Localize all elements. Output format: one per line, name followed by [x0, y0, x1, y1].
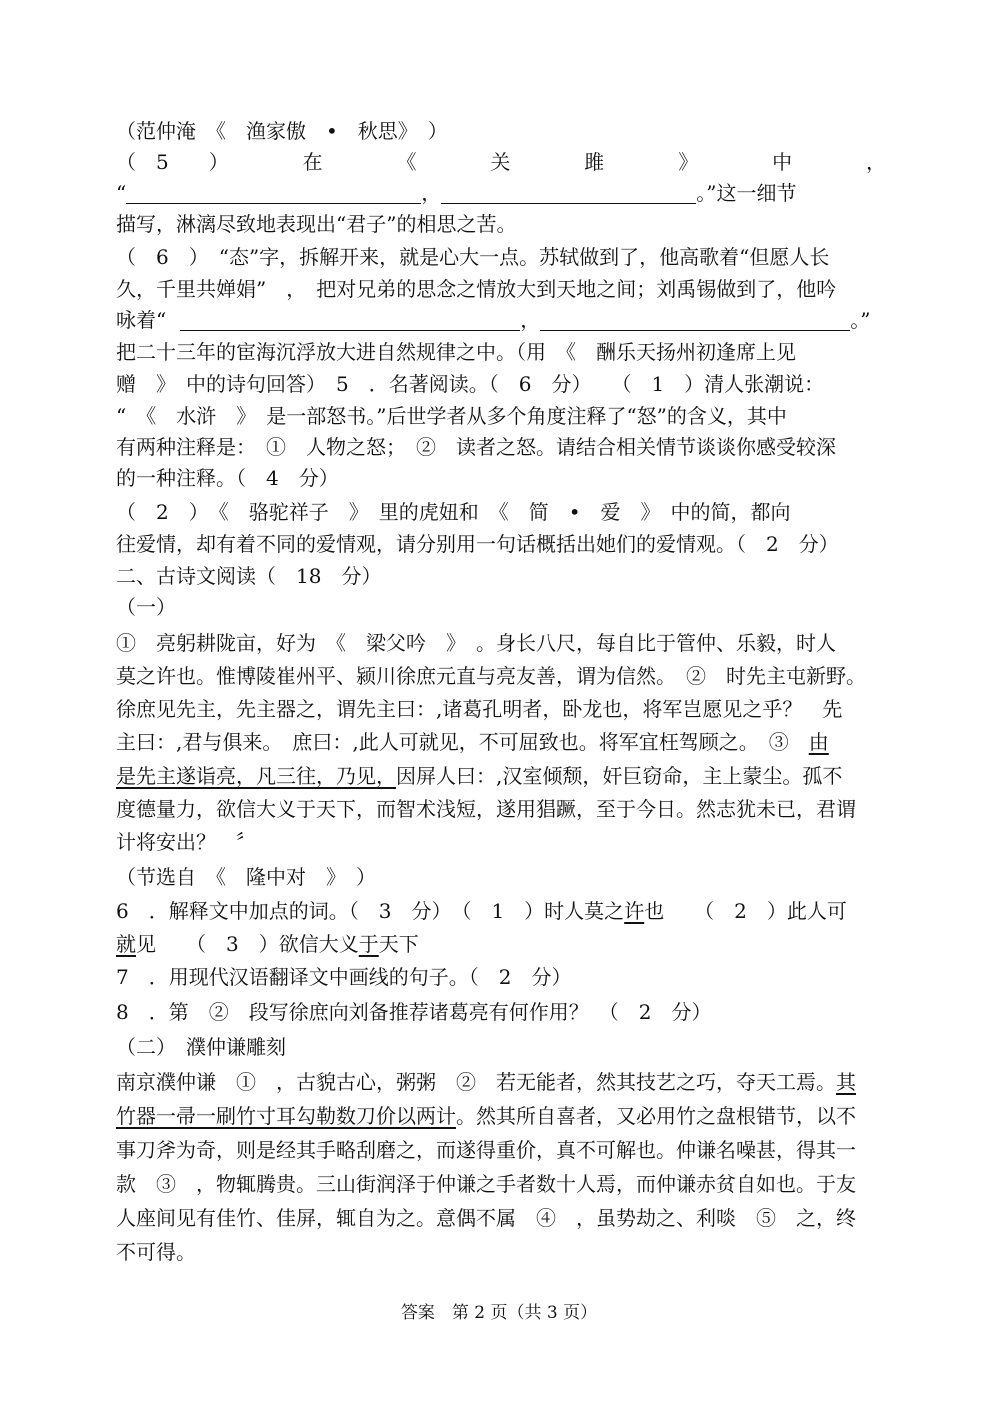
- answer-blank[interactable]: [441, 181, 696, 204]
- text-segment: 咏着“: [116, 308, 167, 332]
- text-line: （范仲淹 《 渔家傲 • 秋思》 ）: [116, 119, 448, 143]
- text-line: 莫之许也。惟博陵崔州平、颍川徐庶元直与亮友善，谓为信然。 ② 时先主屯新野。: [116, 664, 866, 688]
- text-line: [116, 1099, 886, 1133]
- text-segment: 见 （ 3 ）欲信大义: [136, 932, 359, 956]
- question-line: 8 ．第 ② 段写徐庶向刘备推荐诸葛亮有何作用？ （ 2 分）: [116, 1000, 712, 1024]
- text-segment: 关: [490, 150, 511, 174]
- text-segment: 《: [396, 150, 417, 174]
- question-line: 7 ．用现代汉语翻译文中画线的句子。（ 2 分）: [116, 965, 572, 989]
- text-line: 的一种注释。（ 4 分）: [116, 466, 339, 490]
- text-segment: 在: [302, 150, 323, 174]
- question-line: [116, 894, 886, 928]
- text-segment: ，: [865, 150, 886, 174]
- source-citation: （节选自 《 隆中对 》 ）: [116, 865, 376, 889]
- text-line: （ 2 ） 《 骆驼祥子 》 里的虎妞和 《 简 • 爱 》 中的简，都向: [116, 500, 791, 524]
- dotted-word: 就: [116, 932, 136, 956]
- text-segment: 。然其所自喜者，又必用竹之盘根错节，以不: [456, 1104, 856, 1128]
- text-line-justified: [116, 145, 886, 179]
- answer-blank[interactable]: [540, 308, 850, 331]
- text-segment: 雎: [584, 150, 605, 174]
- text-line: ① 亮躬耕陇亩，好为 《 梁父吟 》 。身长八尺，每自比于管仲、乐毅，时人: [116, 631, 836, 655]
- text-segment: 因屏人曰：,汉室倾颓，奸巨窃命，主上蒙尘。孤不: [396, 764, 843, 788]
- text-line: 计将安出？ 〞: [116, 830, 256, 854]
- text-segment: （ 5 ）: [116, 150, 229, 174]
- text-segment: 中: [772, 150, 793, 174]
- text-line: “ 《 水浒 》 是一部怒书。”后世学者从多个角度注释了“怒”的含义，其中: [116, 404, 787, 428]
- text-segment: ，: [421, 181, 442, 205]
- text-line: 赠 》 中的诗句回答） 5 ．名著阅读。（ 6 分） （ 1 ）清人张潮说：: [116, 372, 825, 396]
- text-segment: 。”: [850, 308, 871, 332]
- text-line: 有两种注释是： ① 人物之怒； ② 读者之怒。请结合相关情节谈谈你感受较深: [116, 435, 836, 459]
- text-line: 描写，淋漓尽致地表现出“君子”的相思之苦。: [116, 212, 517, 236]
- text-segment: 天下: [378, 932, 419, 956]
- text-line: 往爱情，却有着不同的爱情观，请分别用一句话概括出她们的爱情观。（ 2 分）: [116, 532, 839, 556]
- text-line: [116, 725, 886, 759]
- text-segment: 》: [678, 150, 699, 174]
- section-heading: 二、古诗文阅读（ 18 分）: [116, 564, 382, 588]
- text-line: [116, 1065, 886, 1099]
- answer-blank[interactable]: [180, 308, 520, 331]
- underlined-sentence: 其: [836, 1070, 856, 1094]
- text-segment: 主曰：,君与俱来。 庶曰：,此人可就见，不可屈致也。将军宜枉驾顾之。 ③: [116, 730, 809, 754]
- text-segment: ，: [520, 308, 541, 332]
- text-line: 不可得。: [116, 1240, 196, 1264]
- text-segment: 南京濮仲谦 ① ，古貌古心，粥粥 ② 若无能者，然其技艺之巧，夺天工焉。: [116, 1070, 836, 1094]
- page-footer: 答案 第 2 页（共 3 页）: [400, 1303, 598, 1323]
- question-line: [116, 927, 886, 961]
- text-line: 久，千里共婵娟” ， 把对兄弟的思念之情放大到天地之间；刘禹锡做到了，他吟: [116, 277, 837, 301]
- text-segment: “: [116, 181, 127, 205]
- text-line: 事刀斧为奇，则是经其手略刮磨之，而遂得重价，真不可解也。仲谦名噪甚，得其一: [116, 1138, 856, 1162]
- text-line: 徐庶见先主，先主器之，谓先主曰：,诸葛孔明者，卧龙也，将军岂愿见之乎？ 先: [116, 697, 843, 721]
- fill-blank-line: [116, 303, 886, 337]
- text-line: 人座间见有佳竹、佳屏，辄自为之。意偶不属 ④ ，虽势劫之、利啖 ⑤ 之，终: [116, 1206, 856, 1230]
- underlined-sentence: 是先主遂诣亮，凡三往，乃见，: [116, 764, 396, 788]
- dotted-word: 于: [358, 932, 379, 956]
- fill-blank-line: [116, 176, 886, 210]
- text-line: 款 ③ ，物辄腾贵。三山街润泽于仲谦之手者数十人焉，而仲谦赤贫自如也。于友: [116, 1172, 856, 1196]
- underlined-sentence: 由: [808, 730, 829, 754]
- answer-blank[interactable]: [126, 181, 421, 204]
- subsection-heading: （一）: [116, 595, 176, 619]
- text-segment: 。”这一细节: [696, 181, 797, 205]
- underlined-sentence: 竹器一帚一刷竹寸耳勾勒数刀价以两计: [116, 1104, 456, 1128]
- text-line: 把二十三年的宦海沉浮放大进自然规律之中。（用 《 酬乐天扬州初逢席上见: [116, 340, 796, 364]
- text-segment: 6 ．解释文中加点的词。（ 3 分） （ 1 ）时人莫之: [116, 899, 625, 923]
- subsection-heading: （二） 濮仲谦雕刻: [116, 1035, 286, 1059]
- text-line: 度德量力，欲信大义于天下，而智术浅短，遂用猖蹶，至于今日。然志犹未已，君谓: [116, 797, 856, 821]
- text-line: （ 6 ） “态”字，拆解开来，就是心大一点。苏轼做到了，他高歌着“但愿人长: [116, 245, 830, 269]
- text-line: [116, 759, 886, 793]
- dotted-word: 许: [624, 899, 645, 923]
- text-segment: 也 （ 2 ）此人可: [644, 899, 847, 923]
